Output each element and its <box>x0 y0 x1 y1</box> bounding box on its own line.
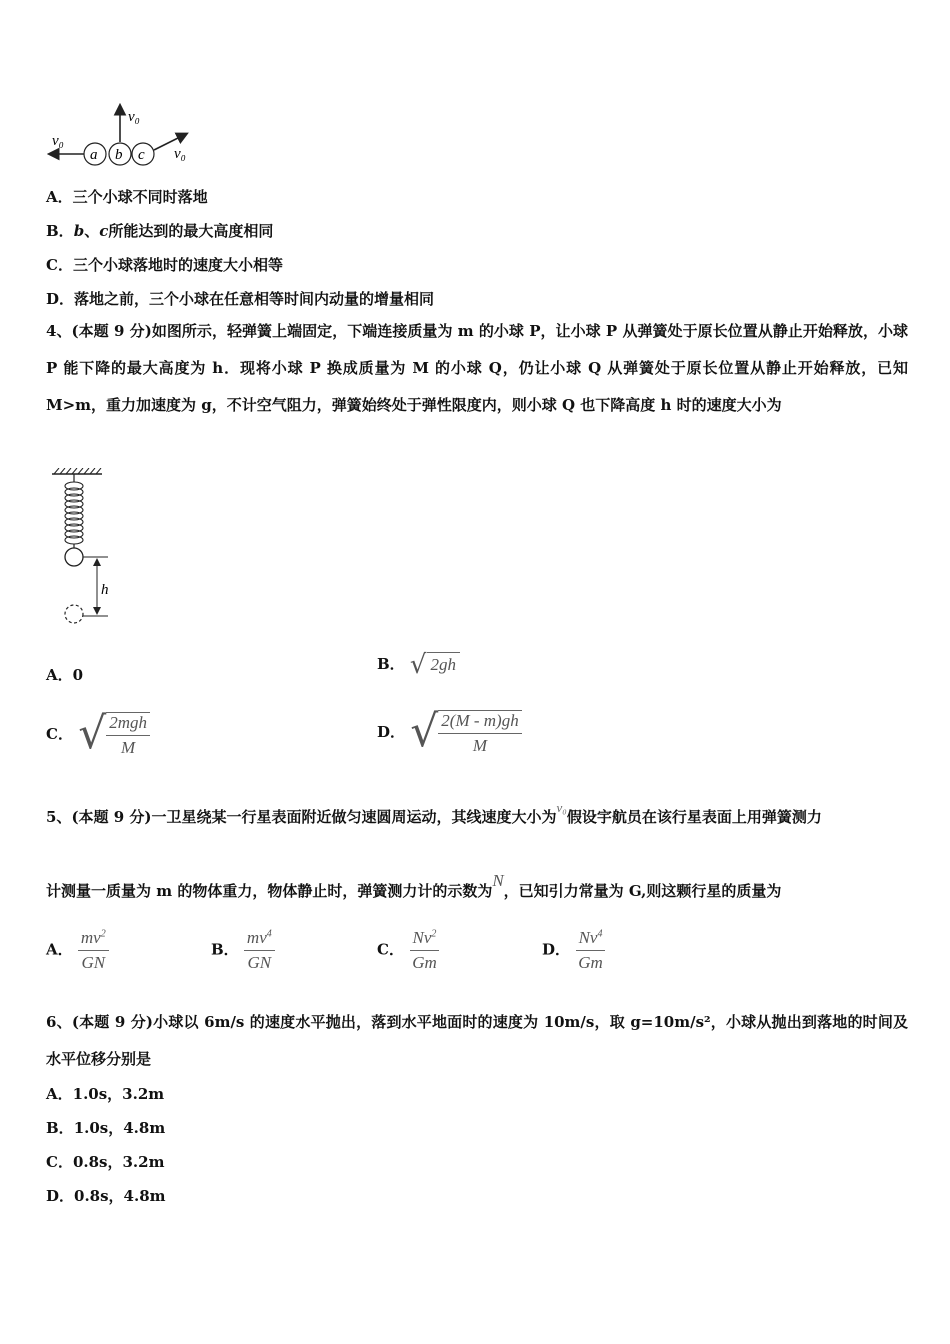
q3-option-c: C．三个小球落地时的速度大小相等 <box>46 256 283 274</box>
ball-p <box>65 548 83 566</box>
v0-up-label: v₀ <box>128 109 140 125</box>
q5-option-b: B． $\frac{mv^4}{GN}$ <box>211 928 275 973</box>
q5-stem-line1: 5、(本题 9 分)一卫星绕某一行星表面附近做匀速圆周运动，其线速度大小为v₀假设宇航员在该行星表面上用弹簧测力 <box>46 800 822 826</box>
q6-option-b: B．1.0s，4.8m <box>46 1119 166 1137</box>
q4-option-a: A．0 <box>46 666 84 684</box>
sqrt-expression: √ 2gh <box>410 652 460 678</box>
q6-option-d: D．0.8s，4.8m <box>46 1187 166 1205</box>
v0-left-label: v₀ <box>52 133 64 149</box>
spring-figure <box>46 468 126 628</box>
spring-coil <box>65 482 83 544</box>
ball-a-label: a <box>90 147 98 163</box>
ball-c-label: c <box>138 147 145 163</box>
q4-option-b: B． √ 2gh <box>377 652 460 678</box>
q6-option-a: A．1.0s，3.2m <box>46 1085 165 1103</box>
q3-option-d: D．落地之前，三个小球在任意相等时间内动量的增量相同 <box>46 290 435 308</box>
ball-b-label: b <box>115 147 123 163</box>
q3-option-a: A．三个小球不同时落地 <box>46 188 208 206</box>
q5-option-a: A． $\frac{mv^2}{GN}$ <box>46 928 109 973</box>
q6-stem: 6、(本题 9 分)小球以 6m/s 的速度水平抛出，落到水平地面时的速度为 10m/s，取 g=10m/s²，小球从抛出到落地的时间及水平位移分别是 <box>46 1013 909 1068</box>
q5-stem-line2: 计测量一质量为 m 的物体重力，物体静止时，弹簧测力计的示数为N，已知引力常量为 G,则这颗行星的质量为 <box>46 871 782 900</box>
q6-option-c: C．0.8s，3.2m <box>46 1153 165 1171</box>
q4-option-c: C． √ $\frac{\text{2mgh}}{M}$ <box>46 712 150 758</box>
q3-option-b: B．b、c所能达到的最大高度相同 <box>46 222 274 240</box>
three-balls-figure <box>46 100 206 172</box>
q4-option-d: D． √ $\frac{2(M - m)gh}{M}$ <box>377 710 522 756</box>
height-label: h <box>101 582 109 598</box>
v0-right-label: v₀ <box>174 146 186 162</box>
q5-option-d: D． $\frac{Nv^4}{Gm}$ <box>542 928 606 973</box>
ball-p-lowest <box>65 605 83 623</box>
q5-option-c: C． $\frac{Nv^2}{Gm}$ <box>377 928 440 973</box>
q4-stem: 4、(本题 9 分)如图所示，轻弹簧上端固定，下端连接质量为 m 的小球 P，让小球 P 从弹簧处于原长位置从静止开始释放，小球 P 能下降的最大高度为 h．现将小球 P 换成质量为 M 的小球 Q，仍让小球 Q 从弹簧处于原长位置从静止开始释放，已知 M>m，重力加速度为 g，不计空气阻力，弹簧始终处于弹性限度内，则小球 Q 也下降高度 h 时的速度大小为 <box>46 322 909 414</box>
